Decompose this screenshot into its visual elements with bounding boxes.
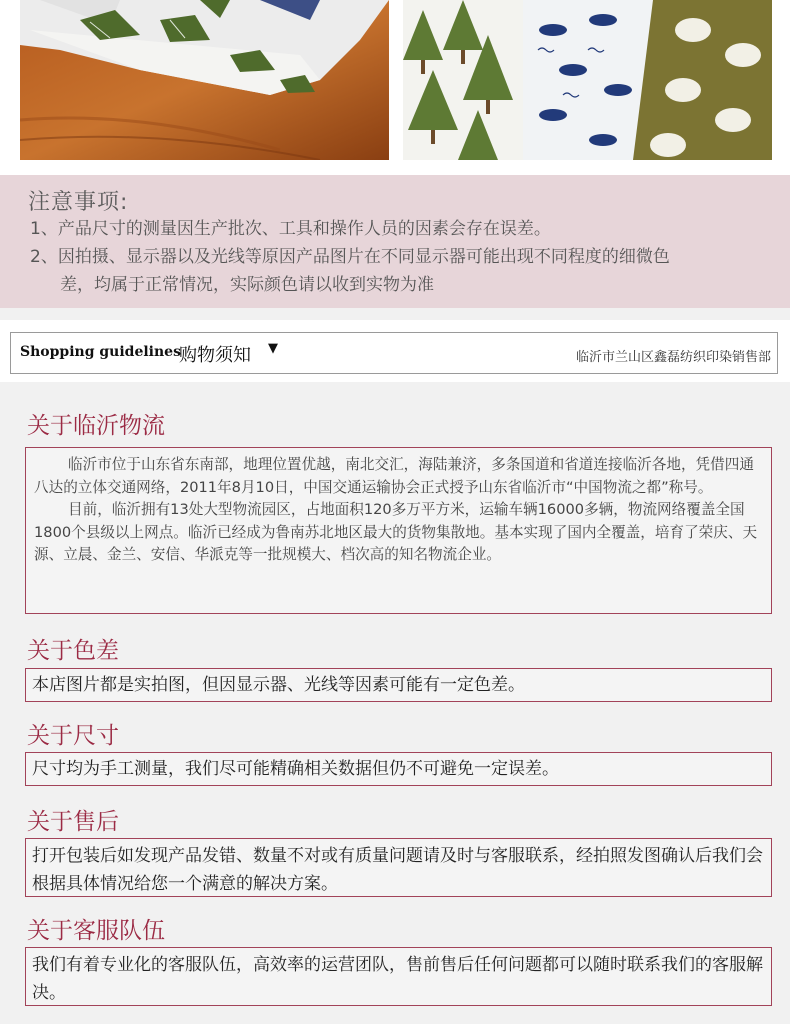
guidelines-header <box>0 320 790 382</box>
section-box-service <box>25 947 772 1006</box>
guidelines-title-en: Shopping guidelines <box>20 344 181 360</box>
notice-panel <box>0 175 790 308</box>
guidelines-title-cn: 购物须知 <box>179 345 251 366</box>
guidelines-bar <box>10 332 778 374</box>
section-box-aftersale <box>25 838 772 897</box>
service-text: 我们有着专业化的客服队伍，高效率的运营团队，售前售后任何问题都可以随时联系我们的客服解决。 <box>32 955 763 1003</box>
section-title-aftersale: 关于售后 <box>27 809 119 835</box>
section-title-size: 关于尺寸 <box>27 723 119 749</box>
section-box-color <box>25 668 772 702</box>
size-text: 尺寸均为手工测量，我们尽可能精确相关数据但仍不可避免一定误差。 <box>32 759 559 779</box>
aftersale-text: 打开包装后如发现产品发错、数量不对或有质量问题请及时与客服联系，经拍照发图确认后我们会根据具体情况给您一个满意的解决方案。 <box>32 846 763 894</box>
notice-item-2: 2、因拍摄、显示器以及光线等原因产品图片在不同显示器可能出现不同程度的细微色 <box>30 247 670 267</box>
notice-item-2-cont: 差，均属于正常情况，实际颜色请以收到实物为准 <box>60 275 434 295</box>
logistics-paragraph-1: 临沂市位于山东省东南部，地理位置优越，南北交汇，海陆兼济，多条国道和省道连接临沂各地，凭借四通八达的立体交通网络，2011年8月10日，中国交通运输协会正式授予山东省临沂市“中国物流之都”称号。 <box>34 456 754 496</box>
triangle-down-icon: ▼ <box>268 341 278 356</box>
section-title-color: 关于色差 <box>27 638 119 664</box>
color-text: 本店图片都是实拍图，但因显示器、光线等因素可能有一定色差。 <box>32 675 525 695</box>
fabric-photo-right <box>403 0 772 160</box>
section-box-logistics <box>25 447 772 614</box>
notice-title: 注意事项: <box>28 190 129 215</box>
fabric-photo-left <box>20 0 389 160</box>
section-title-logistics: 关于临沂物流 <box>27 413 165 439</box>
logistics-paragraph-2: 目前，临沂拥有13处大型物流园区，占地面积120多万平方米，运输车辆16000多辆，物流网络覆盖全国1800个县级以上网点。临沂已经成为鲁南苏北地区最大的货物集散地。基本实现了国内全覆盖，培育了荣庆、天源、立晨、金兰、安信、华派克等一批规模大、档次高的知名物流企业。 <box>34 501 758 563</box>
section-box-size <box>25 752 772 786</box>
product-photos <box>0 0 790 175</box>
section-title-service: 关于客服队伍 <box>27 918 165 944</box>
shop-name: 临沂市兰山区鑫磊纺织印染销售部 <box>575 350 771 365</box>
notice-item-1: 1、产品尺寸的测量因生产批次、工具和操作人员的因素会存在误差。 <box>30 219 551 239</box>
